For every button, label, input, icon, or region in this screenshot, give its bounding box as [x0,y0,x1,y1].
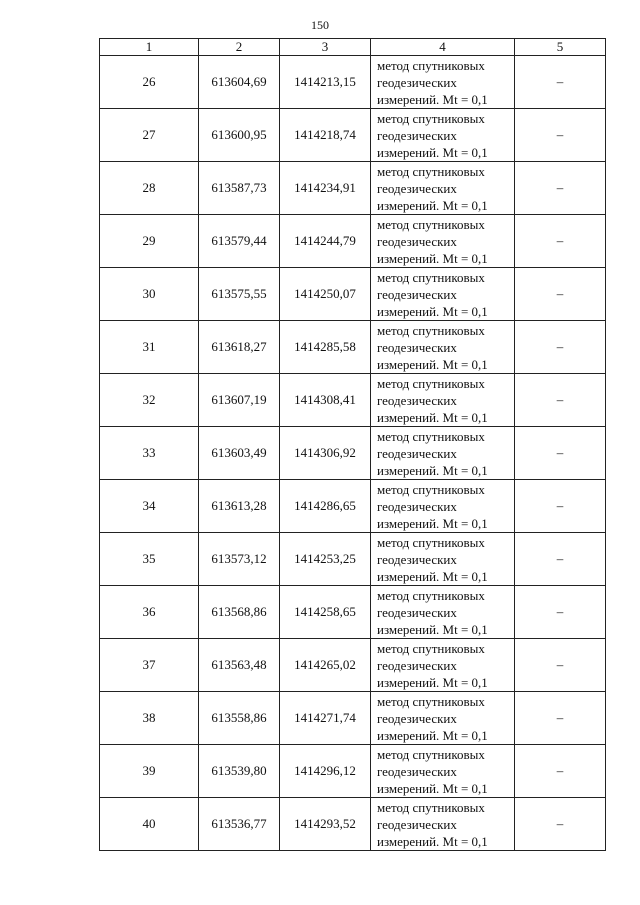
method-cell [371,268,515,321]
method-text-line: геодезических [377,339,457,355]
note-cell: – [515,639,606,692]
y-coordinate-cell: 1414218,74 [280,109,371,162]
method-text-line: метод спутниковых [377,375,485,391]
method-cell [371,480,515,533]
method-text-line: метод спутниковых [377,746,485,762]
method-text-line: метод спутниковых [377,163,485,179]
x-coordinate-cell: 613575,55 [199,268,280,321]
point-number-cell: 27 [100,109,199,162]
point-number-cell: 31 [100,321,199,374]
table-row [100,162,606,215]
point-number-cell: 34 [100,480,199,533]
y-coordinate-cell: 1414213,15 [280,56,371,109]
method-text-line: геодезических [377,445,457,461]
method-text-line: измерений. Mt = 0,1 [377,568,488,584]
method-text-line: геодезических [377,551,457,567]
note-cell: – [515,215,606,268]
y-coordinate-cell: 1414308,41 [280,374,371,427]
method-text-line: метод спутниковых [377,799,485,815]
table-header-row [100,39,606,56]
column-header-5: 5 [515,39,606,56]
method-text-line: метод спутниковых [377,269,485,285]
x-coordinate-cell: 613607,19 [199,374,280,427]
note-cell: – [515,427,606,480]
method-cell [371,109,515,162]
point-number-cell: 39 [100,745,199,798]
table-row [100,321,606,374]
method-text-line: геодезических [377,604,457,620]
column-header-1: 1 [100,39,199,56]
x-coordinate-cell: 613587,73 [199,162,280,215]
x-coordinate-cell: 613618,27 [199,321,280,374]
x-coordinate-cell: 613600,95 [199,109,280,162]
y-coordinate-cell: 1414244,79 [280,215,371,268]
x-coordinate-cell: 613539,80 [199,745,280,798]
table-row [100,798,606,851]
method-cell [371,586,515,639]
y-coordinate-cell: 1414271,74 [280,692,371,745]
point-number-cell: 33 [100,427,199,480]
note-cell: – [515,374,606,427]
method-text-line: измерений. Mt = 0,1 [377,91,488,107]
table-row [100,268,606,321]
method-text-line: геодезических [377,710,457,726]
note-cell: – [515,798,606,851]
method-cell [371,533,515,586]
x-coordinate-cell: 613563,48 [199,639,280,692]
point-number-cell: 32 [100,374,199,427]
y-coordinate-cell: 1414293,52 [280,798,371,851]
method-cell [371,162,515,215]
method-cell [371,56,515,109]
note-cell: – [515,745,606,798]
note-cell: – [515,162,606,215]
x-coordinate-cell: 613579,44 [199,215,280,268]
note-cell: – [515,533,606,586]
point-number-cell: 30 [100,268,199,321]
method-text-line: измерений. Mt = 0,1 [377,409,488,425]
point-number-cell: 26 [100,56,199,109]
note-cell: – [515,692,606,745]
method-text-line: метод спутниковых [377,481,485,497]
method-text-line: измерений. Mt = 0,1 [377,250,488,266]
column-header-3: 3 [280,39,371,56]
method-text-line: геодезических [377,180,457,196]
note-cell: – [515,586,606,639]
method-cell [371,692,515,745]
x-coordinate-cell: 613573,12 [199,533,280,586]
note-cell: – [515,109,606,162]
point-number-cell: 29 [100,215,199,268]
method-text-line: геодезических [377,127,457,143]
method-text-line: геодезических [377,763,457,779]
y-coordinate-cell: 1414306,92 [280,427,371,480]
method-cell [371,427,515,480]
method-text-line: измерений. Mt = 0,1 [377,462,488,478]
page-number: 150 [311,18,329,32]
table-row [100,427,606,480]
point-number-cell: 35 [100,533,199,586]
method-text-line: геодезических [377,233,457,249]
method-cell [371,745,515,798]
table-row [100,56,606,109]
x-coordinate-cell: 613603,49 [199,427,280,480]
method-text-line: измерений. Mt = 0,1 [377,356,488,372]
y-coordinate-cell: 1414285,58 [280,321,371,374]
table-row [100,374,606,427]
x-coordinate-cell: 613613,28 [199,480,280,533]
y-coordinate-cell: 1414253,25 [280,533,371,586]
method-text-line: измерений. Mt = 0,1 [377,833,488,849]
method-cell [371,374,515,427]
table-row [100,745,606,798]
y-coordinate-cell: 1414250,07 [280,268,371,321]
coordinates-table [99,38,606,851]
method-text-line: метод спутниковых [377,693,485,709]
table-body [100,56,606,851]
table-row [100,215,606,268]
method-text-line: измерений. Mt = 0,1 [377,780,488,796]
table-row [100,639,606,692]
method-text-line: измерений. Mt = 0,1 [377,303,488,319]
method-text-line: метод спутниковых [377,428,485,444]
method-text-line: измерений. Mt = 0,1 [377,144,488,160]
method-cell [371,215,515,268]
x-coordinate-cell: 613568,86 [199,586,280,639]
y-coordinate-cell: 1414265,02 [280,639,371,692]
y-coordinate-cell: 1414234,91 [280,162,371,215]
point-number-cell: 37 [100,639,199,692]
method-text-line: метод спутниковых [377,216,485,232]
method-text-line: геодезических [377,498,457,514]
method-text-line: измерений. Mt = 0,1 [377,197,488,213]
method-text-line: геодезических [377,392,457,408]
table-row [100,109,606,162]
table-row [100,480,606,533]
method-text-line: метод спутниковых [377,587,485,603]
method-text-line: геодезических [377,816,457,832]
method-text-line: измерений. Mt = 0,1 [377,515,488,531]
method-text-line: геодезических [377,286,457,302]
method-text-line: метод спутниковых [377,57,485,73]
table-row [100,586,606,639]
method-text-line: измерений. Mt = 0,1 [377,674,488,690]
point-number-cell: 36 [100,586,199,639]
note-cell: – [515,56,606,109]
method-cell [371,639,515,692]
method-text-line: геодезических [377,74,457,90]
method-cell [371,798,515,851]
method-text-line: метод спутниковых [377,534,485,550]
x-coordinate-cell: 613536,77 [199,798,280,851]
y-coordinate-cell: 1414286,65 [280,480,371,533]
x-coordinate-cell: 613604,69 [199,56,280,109]
method-text-line: метод спутниковых [377,640,485,656]
method-text-line: метод спутниковых [377,322,485,338]
x-coordinate-cell: 613558,86 [199,692,280,745]
column-header-4: 4 [371,39,515,56]
method-text-line: измерений. Mt = 0,1 [377,727,488,743]
point-number-cell: 28 [100,162,199,215]
note-cell: – [515,480,606,533]
note-cell: – [515,268,606,321]
method-text-line: измерений. Mt = 0,1 [377,621,488,637]
y-coordinate-cell: 1414258,65 [280,586,371,639]
method-cell [371,321,515,374]
table-row [100,692,606,745]
note-cell: – [515,321,606,374]
table-row [100,533,606,586]
point-number-cell: 40 [100,798,199,851]
method-text-line: геодезических [377,657,457,673]
column-header-2: 2 [199,39,280,56]
method-text-line: метод спутниковых [377,110,485,126]
point-number-cell: 38 [100,692,199,745]
y-coordinate-cell: 1414296,12 [280,745,371,798]
